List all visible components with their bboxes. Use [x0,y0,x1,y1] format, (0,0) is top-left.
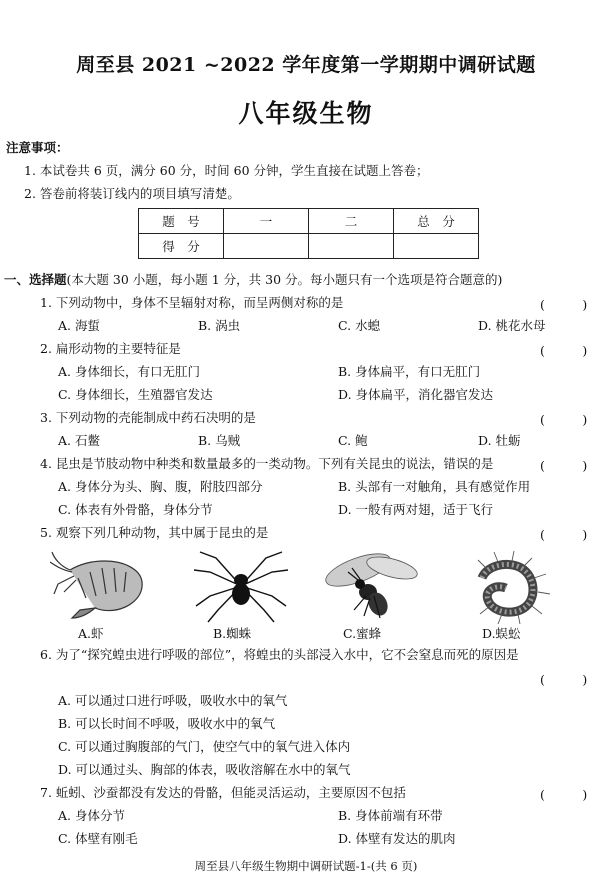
question-4-option-d: D. 一般有两对翅，适于飞行 [338,502,494,517]
question-3-option-b: B. 乌贼 [198,433,241,448]
question-3-stem: 3. 下列动物的壳能制成中药石决明的是 [40,410,256,425]
question-2-option-c: C. 身体细长，生殖器官发达 [58,387,213,402]
question-3-answer-paren[interactable]: ( ) [540,412,588,427]
question-2-option-b: B. 身体扁平，有口无肛门 [338,364,481,379]
question-5-answer-paren[interactable]: ( ) [540,527,588,542]
question-1-option-d: D. 桃花水母 [478,318,546,333]
question-3-option-c: C. 鲍 [338,433,368,448]
question-5-option-c: C.蜜蜂 [343,626,382,641]
score-table-row-label: 得 分 [139,234,224,259]
question-7-answer-paren[interactable]: ( ) [540,787,588,802]
question-5-stem: 5. 观察下列几种动物，其中属于昆虫的是 [40,525,269,540]
question-6-option-b: B. 可以长时间不呼吸，吸收水中的氧气 [58,716,276,731]
question-6-option-c: C. 可以通过胸腹部的气门，使空气中的氧气进入体内 [58,739,351,754]
centipede-image [452,548,562,624]
score-cell-total[interactable] [394,234,479,259]
question-5-option-d: D.蜈蚣 [482,626,521,641]
page-footer: 周至县八年级生物期中调研试题-1-(共 6 页) [194,859,418,873]
score-cell-part1[interactable] [224,234,309,259]
question-6-answer-paren[interactable]: ( ) [540,672,588,687]
question-1-option-c: C. 水螅 [338,318,381,333]
question-6-option-a: A. 可以通过口进行呼吸，吸收水中的氧气 [58,693,288,708]
question-4-option-a: A. 身体分为头、胸、腹，附肢四部分 [58,479,263,494]
spider-image [186,548,296,624]
score-table-header-part1: 一 [224,209,309,234]
section-note: (本大题 30 小题，每小题 1 分，共 30 分。每小题只有一个选项是符合题意的) [66,272,503,287]
score-table-header-total: 总 分 [394,209,479,234]
question-1-option-a: A. 海蜇 [58,318,100,333]
question-4-option-b: B. 头部有一对触角，具有感觉作用 [338,479,531,494]
question-5-option-b: B.蜘蛛 [213,626,252,641]
question-5-option-a: A.虾 [78,626,104,641]
bee-image [318,548,428,624]
question-2-stem: 2. 扁形动物的主要特征是 [40,341,181,356]
note-item-1: 1. 本试卷共 6 页，满分 60 分，时间 60 分钟，学生直接在试题上答卷； [24,163,429,178]
score-cell-part2[interactable] [309,234,394,259]
shrimp-image [50,548,160,624]
exam-subject: 八年级生物 [238,99,374,128]
question-7-option-b: B. 身体前端有环带 [338,808,443,823]
question-4-stem: 4. 昆虫是节肢动物中种类和数量最多的一类动物。下列有关昆虫的说法，错误的是 [40,456,494,471]
question-2-option-d: D. 身体扁平，消化器官发达 [338,387,494,402]
question-6-option-d: D. 可以通过头、胸部的体表，吸收溶解在水中的氧气 [58,762,351,777]
question-7-option-a: A. 身体分节 [58,808,125,823]
question-7-stem: 7. 蚯蚓、沙蚕都没有发达的骨骼，但能灵活运动，主要原因不包括 [40,785,406,800]
question-4-answer-paren[interactable]: ( ) [540,458,588,473]
question-3-option-a: A. 石鳖 [58,433,100,448]
question-1-stem: 1. 下列动物中，身体不呈辐射对称，而呈两侧对称的是 [40,295,344,310]
section-title: 一、选择题 [4,272,67,287]
question-7-option-d: D. 体壁有发达的肌肉 [338,831,456,846]
question-2-answer-paren[interactable]: ( ) [540,343,588,358]
question-4-option-c: C. 体表有外骨骼，身体分节 [58,502,213,517]
score-table [138,208,479,259]
exam-title: 周至县 2021 ~2022 学年度第一学期期中调研试题 [76,54,536,76]
question-6-stem: 6. 为了“探究蝗虫进行呼吸的部位”，将蝗虫的头部浸入水中，它不会窒息而死的原因是 [40,647,519,662]
note-item-2: 2. 答卷前将装订线内的项目填写清楚。 [24,186,240,201]
score-table-header-part2: 二 [309,209,394,234]
score-table-header-label: 题 号 [139,209,224,234]
section-heading [4,272,502,288]
question-3-option-d: D. 牡蛎 [478,433,521,448]
notes-heading: 注意事项： [6,140,69,155]
question-1-answer-paren[interactable]: ( ) [540,297,588,312]
question-1-option-b: B. 涡虫 [198,318,241,333]
question-2-option-a: A. 身体细长，有口无肛门 [58,364,200,379]
question-7-option-c: C. 体壁有刚毛 [58,831,138,846]
